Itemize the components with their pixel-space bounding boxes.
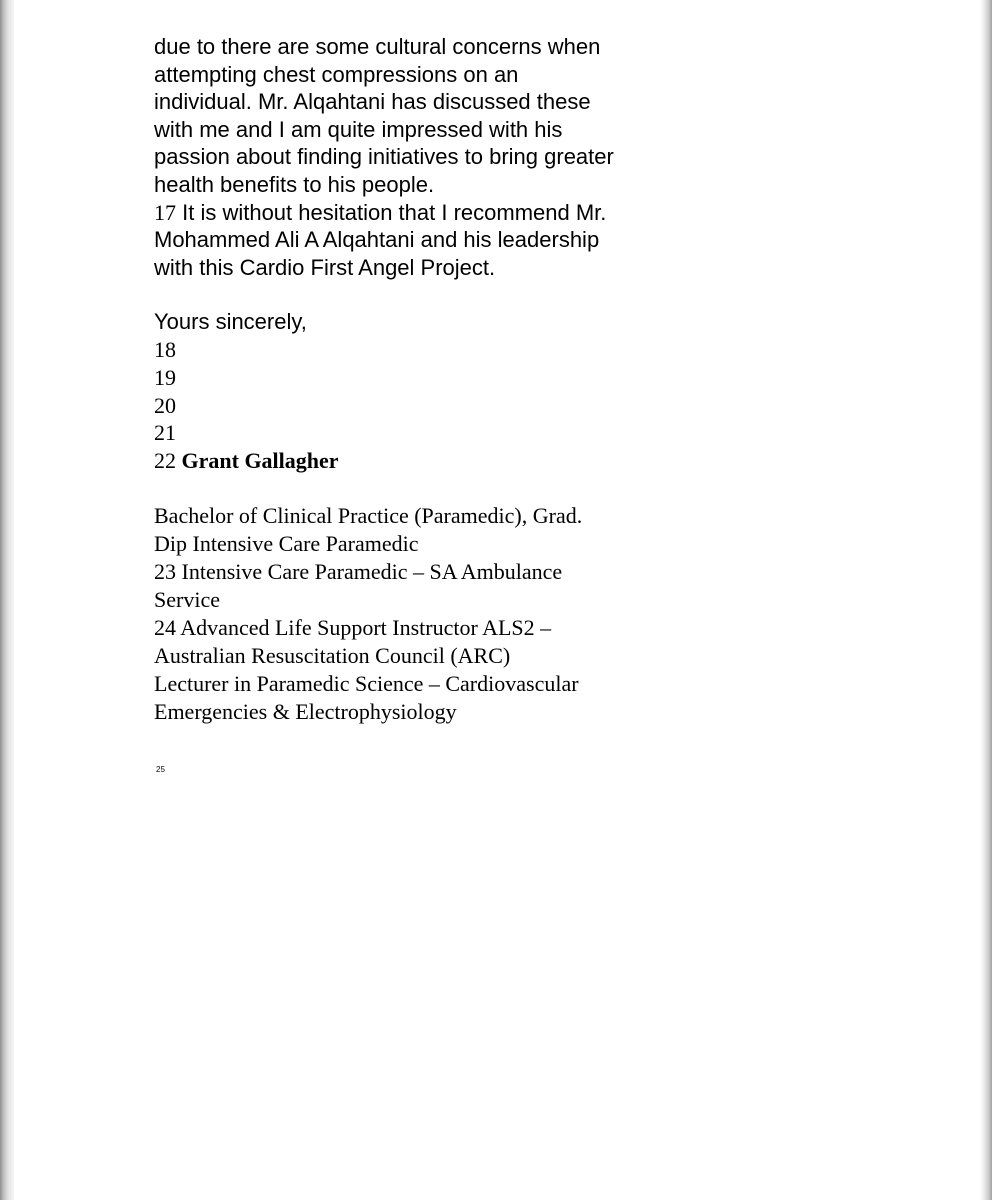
credential-line-1: Bachelor of Clinical Practice (Paramedic), Grad. [154, 503, 583, 528]
body-line-5: passion about finding initiatives to bring greater [154, 144, 614, 170]
line-number-17: 17 [154, 199, 176, 225]
credential-line-3: 23 Intensive Care Paramedic – SA Ambulance [154, 559, 563, 584]
body-line-1: due to there are some cultural concerns when [154, 34, 601, 59]
signer-credentials [154, 502, 674, 726]
body-line-3: individual. Mr. Alqahtani has discussed these [154, 89, 591, 115]
credential-line-8: Emergencies & Electrophysiology [154, 699, 457, 724]
body-line-17 [154, 199, 674, 227]
page-left-shadow [0, 0, 14, 1200]
line-number-22: 22 [154, 448, 176, 474]
credential-line-4: Service [154, 587, 220, 612]
credential-line-7: Lecturer in Paramedic Science – Cardiovascular [154, 671, 579, 696]
signature-numbers [154, 336, 674, 475]
line-number-20: 20 [154, 392, 176, 418]
body-line-9: with this Cardio First Angel Project. [154, 254, 496, 280]
page-right-shadow [980, 0, 992, 1200]
body-line-8: Mohammed Ali A Alqahtani and his leadership [154, 227, 600, 253]
body-line-4: with me and I am quite impressed with his [154, 116, 563, 142]
credential-line-6: Australian Resuscitation Council (ARC) [154, 643, 511, 668]
letter-body [154, 33, 674, 281]
credential-line-2: Dip Intensive Care Paramedic [154, 531, 419, 556]
document-page [14, 0, 980, 1200]
credential-line-5: 24 Advanced Life Support Instructor ALS2 – [154, 615, 552, 640]
body-line-2: attempting chest compressions on an [154, 61, 519, 87]
body-line-6: health benefits to his people. [154, 171, 435, 197]
signer-line [154, 447, 674, 475]
line-number-18: 18 [154, 337, 176, 362]
page-number: 25 [156, 765, 165, 774]
signer-name: Grant Gallagher [181, 448, 339, 474]
line-number-21: 21 [154, 420, 176, 446]
line-number-19: 19 [154, 364, 176, 390]
closing-salutation: Yours sincerely, [154, 309, 307, 334]
body-line-17-text: It is without hesitation that I recommend Mr. [176, 199, 607, 225]
letter-closing [154, 308, 674, 475]
